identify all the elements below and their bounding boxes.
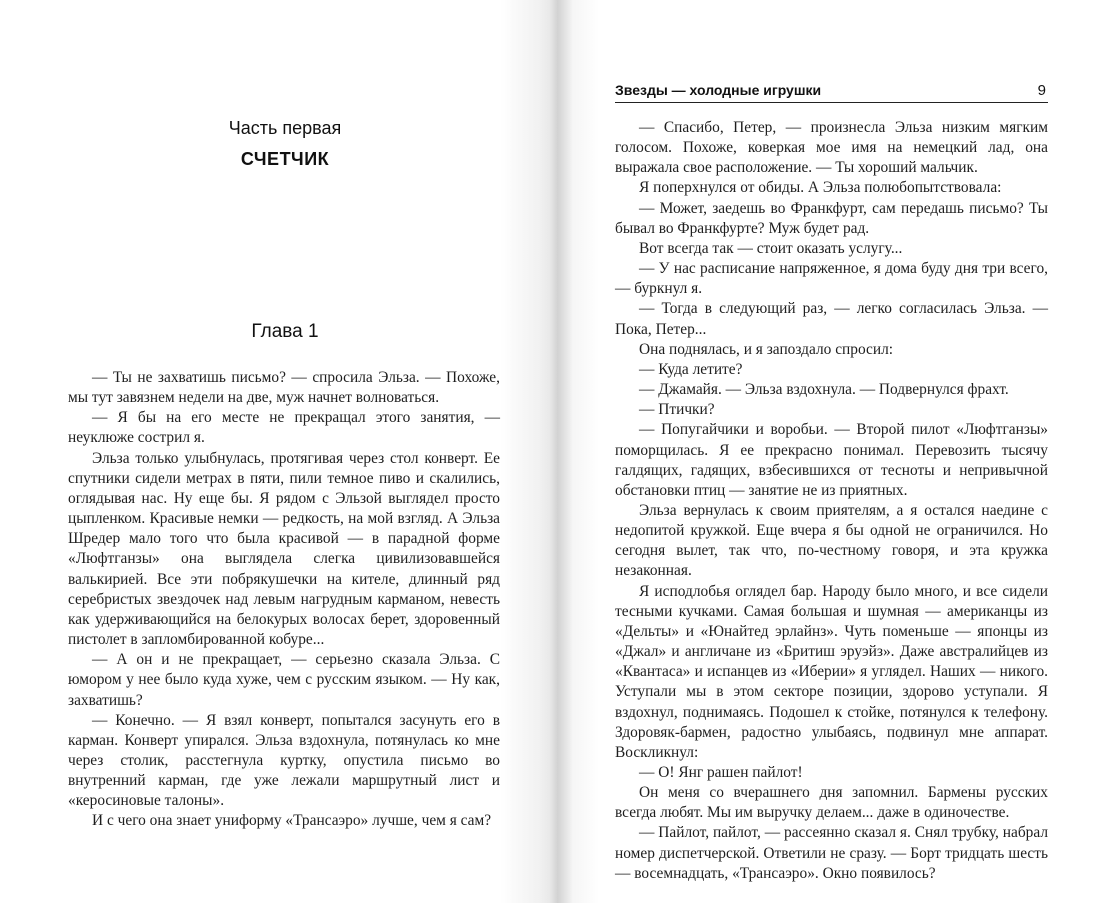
running-head	[615, 82, 1048, 102]
paragraph: — Попугайчики и воробьи. — Второй пилот «Люфтганзы» поморщилась. Я ее прекрасно понимал. Перевозить тысячу галдящих, гадящих, взбесившихся от тесноты и непривычной обстановки птиц — занятие не из приятных.	[615, 421, 1048, 499]
paragraph: — Ты не захватишь письмо? — спросила Эльза. — Похоже, мы тут завязнем недели на две, муж начнет волноваться.	[68, 369, 500, 407]
paragraph: — Джамайя. — Эльза вздохнула. — Подвернулся фрахт.	[639, 381, 1009, 399]
part-label: Часть первая	[228, 118, 342, 138]
paragraph: — Тогда в следующий раз, — легко согласилась Эльза. — Пока, Петер...	[615, 300, 1048, 338]
paragraph: — Птички?	[639, 401, 715, 419]
paragraph: — Пайлот, пайлот, — рассеянно сказал я. Снял трубку, набрал номер диспетчерской. Ответили не сразу. — Борт тридцать шесть — восемнадцать, «Трансаэро». Окно появилось?	[615, 824, 1048, 882]
running-head-rule	[615, 102, 1048, 103]
paragraph: И с чего она знает униформу «Трансаэро» лучше, чем я сам?	[92, 812, 492, 830]
paragraph: — У нас расписание напряженное, я дома буду дня три всего, — буркнул я.	[615, 260, 1048, 298]
paragraph: — Спасибо, Петер, — произнесла Эльза низким мягким голосом. Похоже, коверкая мое имя на немецкий лад, она выражала свое расположение. — Ты хороший мальчик.	[615, 119, 1048, 177]
paragraph: Эльза только улыбнулась, протягивая через стол конверт. Ее спутники сидели метрах в пяти, пили темное пиво и скалились, оглядывая нас. Ну еще бы. Я рядом с Эльзой выглядел просто цыпленком. Красивые немки — редкость, на мой взгляд. А Эльза Шредер мало того что была красивой — в парадной форме «Люфтганзы» она выглядела слегка цивилизовавшейся валькирией. Все эти побрякушечки на кителе, длинный ряд серебристых звездочек над левым нагрудным карманом, невесть как удерживающийся на белокурых волосах берет, здоровенный пистолет в запломбированной кобуре...	[68, 449, 500, 649]
paragraph: — Конечно. — Я взял конверт, попытался засунуть его в карман. Конверт упирался. Эльза вздохнула, потянулась ко мне через столик, расстегнула куртку, опустила письмо во внутренний карман, где уже лежали маршрутный лист и «керосиновые талоны».	[68, 711, 500, 810]
paragraph: — О! Янг рашен пайлот!	[639, 764, 803, 781]
left-page	[0, 0, 556, 903]
book-gutter	[550, 0, 572, 903]
paragraph: Вот всегда так — стоит оказать услугу...	[639, 239, 903, 257]
paragraph: Она поднялась, и я запоздало спросил:	[639, 340, 894, 358]
paragraph: Он меня со вчерашнего дня запомнил. Бармены русских всегда любят. Мы им выручку делаем... даже в одиночестве.	[615, 784, 1048, 822]
left-text-column	[68, 368, 500, 832]
paragraph: Я поперхнулся от обиды. А Эльза полюбопытствовала:	[639, 179, 1002, 197]
paragraph: Я исподлобья оглядел бар. Народу было много, и все сидели тесными кучками. Самая большая и шумная — американцы из «Дельты» и «Юнайтед эрлайнз». Чуть поменьше — японцы из «Джал» и англичане из «Бритиш эруэйз». Даже австралийцев из «Квантаса» и испанцев из «Иберии» я углядел. Наших — никого. Уступали мы в этом секторе позиции, здорово уступали. Я вздохнул, поднимаясь. Подошел к стойке, потянулся к телефону. Здоровяк-бармен, радостно улыбаясь, подвинул мне аппарат. Воскликнул:	[615, 582, 1048, 761]
paragraph: — А он и не прекращает, — серьезно сказала Эльза. С юмором у нее было куда хуже, чем с русским языком. — Ну как, захватишь?	[68, 651, 500, 709]
running-title: Звезды — холодные игрушки	[615, 82, 822, 98]
paragraph: Эльза вернулась к своим приятелям, а я остался наедине с недопитой кружкой. Еще вчера я бы одной не ограничился. Но сегодня вылет, так что, по-честному говоря, и эта кружка незаконная.	[615, 501, 1048, 580]
right-text-column	[615, 118, 1048, 884]
paragraph: — Может, заедешь во Франкфурт, сам передашь письмо? Ты бывал во Франкфурте? Муж будет рад.	[615, 199, 1048, 237]
chapter-title: Глава 1	[251, 321, 319, 342]
part-name: СЧЕТЧИК	[240, 149, 330, 169]
paragraph: — Я бы на его месте не прекращал этого занятия, — неуклюже сострил я.	[68, 409, 500, 447]
page-number: 9	[1037, 82, 1046, 99]
paragraph: — Куда летите?	[639, 360, 743, 378]
